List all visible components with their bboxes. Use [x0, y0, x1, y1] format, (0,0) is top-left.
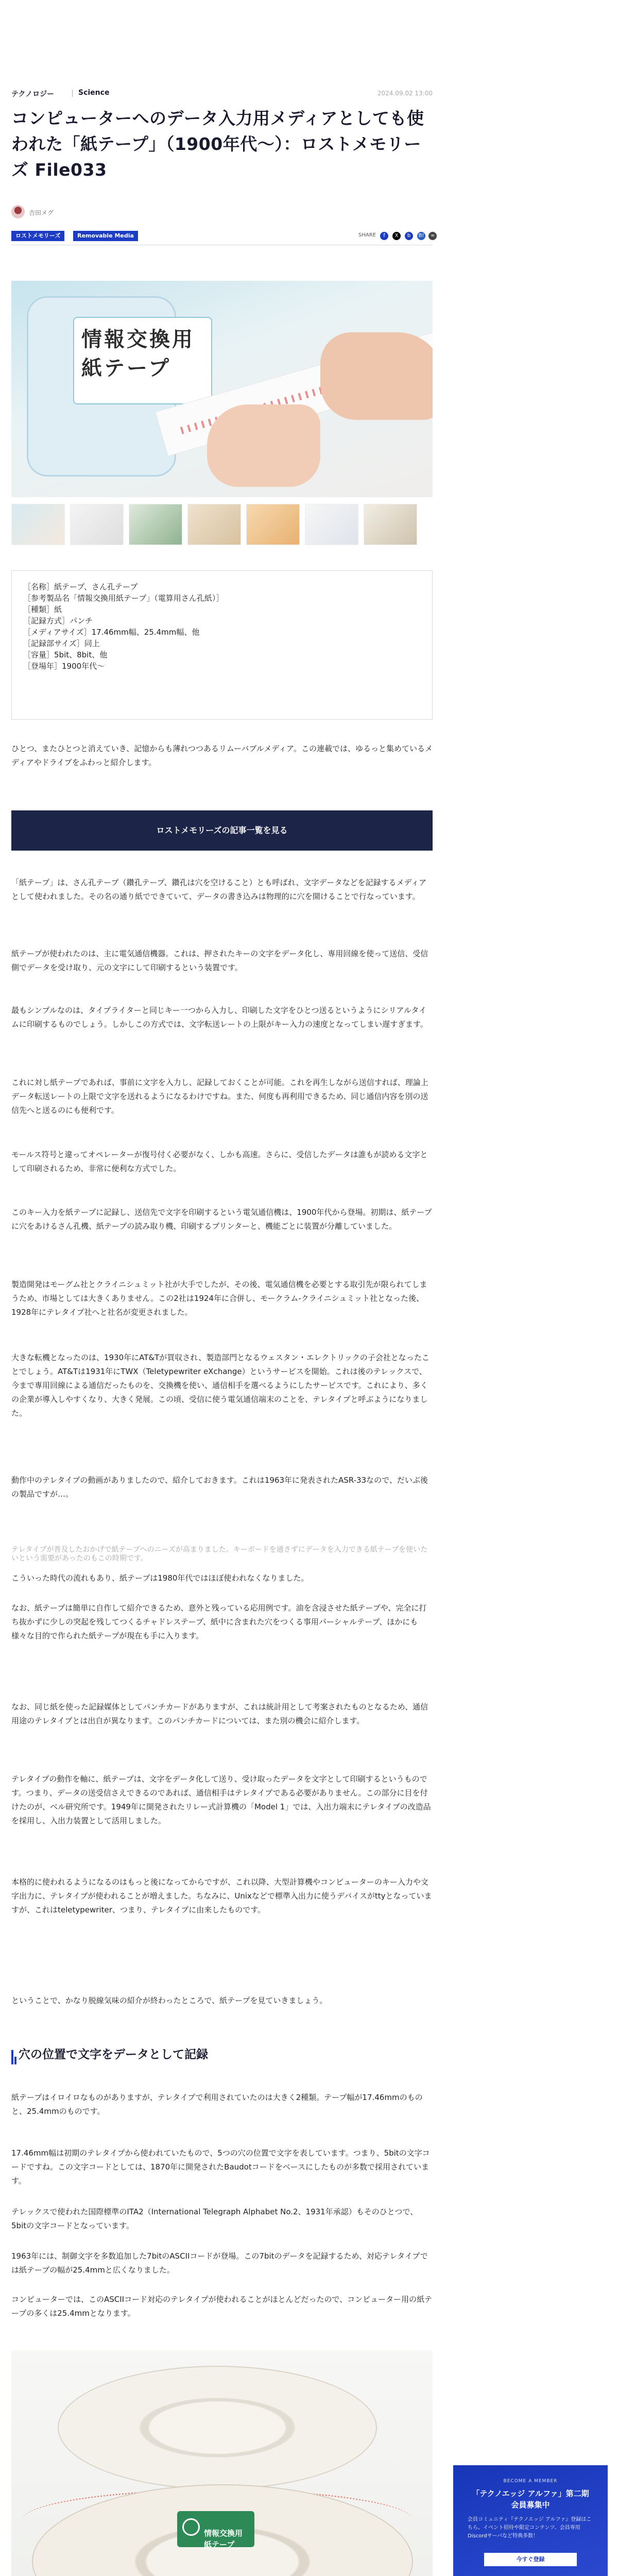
promo-title: 「テクノエッジ アルファ」第二期 — [472, 2489, 589, 2498]
gallery-thumb-2[interactable] — [70, 504, 124, 545]
facebook-icon[interactable]: f — [380, 232, 388, 240]
promo-eyebrow: BECOME A MEMBER — [503, 2479, 558, 2484]
body-paragraph: 1963年には、制御文字を多数追加した7bitのASCIIコードが登場。この7bitのデータを記録するため、対応テレタイプでは紙テープの幅が25.4mmと広くなりました。 — [11, 2251, 428, 2275]
body-paragraph: なお、同じ紙を使った記録媒体としてパンチカードがありますが、これは統計用として考案されたものとなるため、通信用途のテレタイプとは出自が異なります。このパンチカードについては、また別の機会に紹介します。 — [11, 1702, 428, 1725]
package-label — [73, 317, 212, 404]
gallery-thumb-7[interactable] — [364, 504, 417, 545]
bluesky-icon[interactable]: b — [405, 232, 413, 240]
x-icon[interactable]: X — [392, 232, 401, 240]
gallery-thumb-5[interactable] — [246, 504, 300, 545]
author-name[interactable]: 吉田メグ — [29, 209, 54, 216]
article-title: コンピューターへのデータ入力用メディアとしても使われた「紙テープ」（1900年代〜）：ロストメモリーズ File033 — [11, 108, 424, 180]
spec-line: ［登場年］1900年代〜 — [23, 662, 105, 671]
link-icon[interactable]: ∞ — [428, 232, 437, 240]
meta-row — [11, 89, 433, 99]
tag-removable-media[interactable]: Removable Media — [73, 231, 138, 241]
tape-roll-photo[interactable] — [11, 2350, 433, 2576]
logo-icon — [182, 2518, 200, 2536]
promo-title: 会員募集中 — [511, 2500, 550, 2510]
gallery-thumb-1[interactable] — [11, 504, 65, 545]
divider — [72, 90, 73, 97]
share-label: SHARE — [358, 232, 376, 238]
collapsed-text: テレタイプが普及したおかげで紙テープへのニーズが高まりました。キーボードを通さずにデータを入力できる紙テープを使いたいという需要があったのもこの時期です。 — [11, 1546, 428, 1563]
spec-line: ［参考製品名「情報交換用紙テープ」（電算用さん孔紙）］ — [23, 594, 224, 603]
spec-line: ［記録方式］パンチ — [23, 616, 93, 625]
series-list-button[interactable]: ロストメモリーズの記事一覧を見る — [11, 810, 433, 851]
tag-row — [11, 231, 433, 245]
body-paragraph: 「紙テープ」は、さん孔テープ（鑽孔テープ、鑽孔は穴を空けること）とも呼ばれ、文字データなどを記録するメディアとして使われました。その名の通り紙でできていて、データの書き込みは物理的に穴を開けることで行なっています。 — [11, 878, 427, 901]
hand — [207, 404, 320, 487]
body-paragraph: 本格的に使われるようになるのはもっと後になってからですが、これ以降、大型計算機やコンピューターのキー入力や文字出力に、テレタイプが使われることが増えました。ちなみに、Unixなどで標準入出力に使うデバイスがttyとなっていますが、これはteletypewriter、つまり、テレタイプに由来したものです。 — [11, 1877, 432, 1914]
tag-lost-memories[interactable]: ロストメモリーズ — [11, 231, 64, 241]
gallery-thumb-4[interactable] — [187, 504, 241, 545]
product-sticker-text: 情報交換用 紙テープ — [204, 2529, 243, 2549]
spec-line: ［メディアサイズ］17.46mm幅、25.4mm幅、他 — [23, 628, 200, 637]
hand — [320, 332, 433, 420]
body-paragraph: 紙テープが使われたのは、主に電気通信機器。これは、押されたキーの文字をデータ化し、専用回線を使って送信、受信側でデータを受け取り、元の文字にして印刷するという装置です。 — [11, 949, 428, 972]
hatena-icon[interactable]: B! — [417, 232, 425, 240]
spec-line: ［容量］5bit、8bit、他 — [23, 650, 108, 659]
body-paragraph: 大きな転機となったのは、1930年にAT&Tが買収され、製造部門となるウェスタン・エレクトリックの子会社となったことでしょう。AT&Tは1931年にTWX（Teletypewriter eXchange）というサービスを開始。これは後のテレックスで、今まで専用回線による通信だったものを、交換機を使い、通信相手を選べるようにしたサービスです。これにより、多くの企業が導入しやすくなり、大きく発展。この頃、受信に使う電気通信端末のことを、テレタイプと呼ぶようになりました。 — [11, 1353, 430, 1418]
body-paragraph: コンピューターでは、このASCIIコード対応のテレタイプが使われることがほとんどだったので、コンピューター用の紙テープの多くは25.4mmとなります。 — [11, 2295, 433, 2318]
body-paragraph: なお、紙テープは簡単に自作して紹介できるため、意外と残っている応用例です。油を含浸させた紙テープや、完全に打ち抜かずに少しの突起を残してつくるチャドレステープ、紙中に含まれた穴をつくる事用パーシャルテープ、ほかにも様々な目的で作られた紙テープが現在も手に入ります。 — [11, 1603, 427, 1640]
spec-box — [11, 570, 433, 720]
body-paragraph: 動作中のテレタイプの動画がありましたので、紹介しておきます。これは1963年に発表されたASR-33なので、だいぶ後の製品ですが…。 — [11, 1476, 428, 1499]
body-paragraph: これに対し紙テープであれば、事前に文字を入力し、記録しておくことが可能。これを再生しながら送信すれば、理論上データ転送レートの上限で文字を送れるようになるわけですね。また、何度も再利用できるため、同じ通信内容を別の送信先へと送るのにも便利です。 — [11, 1078, 428, 1115]
body-paragraph: こういった時代の流れもあり、紙テープは1980年代ではほぼ使われなくなりました。 — [11, 1573, 309, 1583]
hero-image[interactable] — [11, 281, 433, 497]
section-heading: 穴の位置で文字をデータとして記録 — [19, 2048, 208, 2061]
body-paragraph: テレタイプの動作を軸に、紙テープは、文字をデータ化して送り、受け取ったデータを文字として印刷するというものです。つまり、データの送受信さえできるのであれば、通信相手はテレタイプである必要がありません。この部分に目を付けたのが、ベル研究所です。1949年に開発されたリレー式計算機の「Model 1」では、入出力端末にテレタイプの改造品を採用し、入出力装置として活用しました。 — [11, 1774, 431, 1825]
body-paragraph: テレックスで使われた国際標準のITA2（International Telegraph Alphabet No.2、1931年承認）もそのひとつで、5bitの文字コードとなっています。 — [11, 2207, 418, 2230]
publish-date: 2024.09.02 13:00 — [377, 90, 433, 97]
product-sticker — [177, 2511, 254, 2547]
body-paragraph: 最もシンプルなのは、タイプライターと同じキー一つから入力し、印刷した文字をひとつ送るというようにシリアルタイムに印刷するものでしょう。しかしこの方式では、文字転送レートの上限がキー入力の速度となってしまい遅すぎます。 — [11, 1006, 428, 1029]
category-link[interactable]: テクノロジー — [11, 90, 55, 98]
gallery-thumb-3[interactable] — [129, 504, 182, 545]
membership-promo[interactable] — [453, 2465, 608, 2576]
tape-roll — [58, 2366, 377, 2489]
body-paragraph: 17.46mm幅は初期のテレタイプから使われていたもので、5つの穴の位置で文字を表しています。つまり、5bitの文字コードですね。この文字コードとしては、1870年に開発されたBaudotコードをベースにしたものが多数で採用されています。 — [11, 2148, 430, 2185]
body-paragraph: 紙テープはイロイロなものがありますが、テレタイプで利用されていたのは大きく2種類。テープ幅が17.46mmのものと、25.4mmのものです。 — [11, 2093, 423, 2116]
promo-description: 会員コミュニティ『テクノエッジ アルファ』登録はこちら。イベント招待や限定コンテンツ、会員専用Discordサーバなど特典多数！ — [468, 2517, 592, 2539]
package-label-text: 情報交換用 紙テープ — [81, 327, 195, 380]
spec-line: ［名称］紙テープ、さん孔テープ — [23, 582, 138, 591]
promo-register-button[interactable]: 今すぐ登録 — [484, 2553, 577, 2566]
gallery-thumb-6[interactable] — [305, 504, 358, 545]
spec-line: ［記録部サイズ］同上 — [23, 639, 100, 648]
body-paragraph: モールス符号と違ってオペレーターが復号付く必要がなく、しかも高速。さらに、受信したデータは誰もが読める文字として印刷されるため、非常に便利な方式でした。 — [11, 1150, 428, 1173]
body-paragraph: ということで、かなり脱線気味の紹介が終わったところで、紙テープを見ていきましょう。 — [11, 1996, 328, 2005]
gallery-thumbnails — [11, 504, 433, 545]
spec-line: ［種類］紙 — [23, 605, 62, 614]
body-paragraph: 製造開発はモーグム社とクライニシュミット社が大手でしたが、その後、電気通信機を必要とする取引先が限られてしまうため、市場としては大きくありません。この2社は1924年に合併し、モークラム-クライニシュミット社となった後、1928年にテレタイプ社へと社名が変更されました。 — [11, 1280, 427, 1317]
avatar[interactable] — [11, 205, 25, 218]
body-paragraph: このキー入力を紙テープに記録し、送信先で文字を印刷するという電気通信機は、1900年代から登場。初期は、紙テープに穴をあけるさん孔機、紙テープの読み取り機、印刷するプリンターと、機能ごとに装置が分離していました。 — [11, 1208, 432, 1231]
intro-paragraph: ひとつ、またひとつと消えていき、記憶からも薄れつつあるリムーバブルメディア。この連載では、ゆるっと集めているメディアやドライブをふわっと紹介します。 — [11, 744, 433, 767]
subcategory-link[interactable]: Science — [78, 89, 110, 97]
